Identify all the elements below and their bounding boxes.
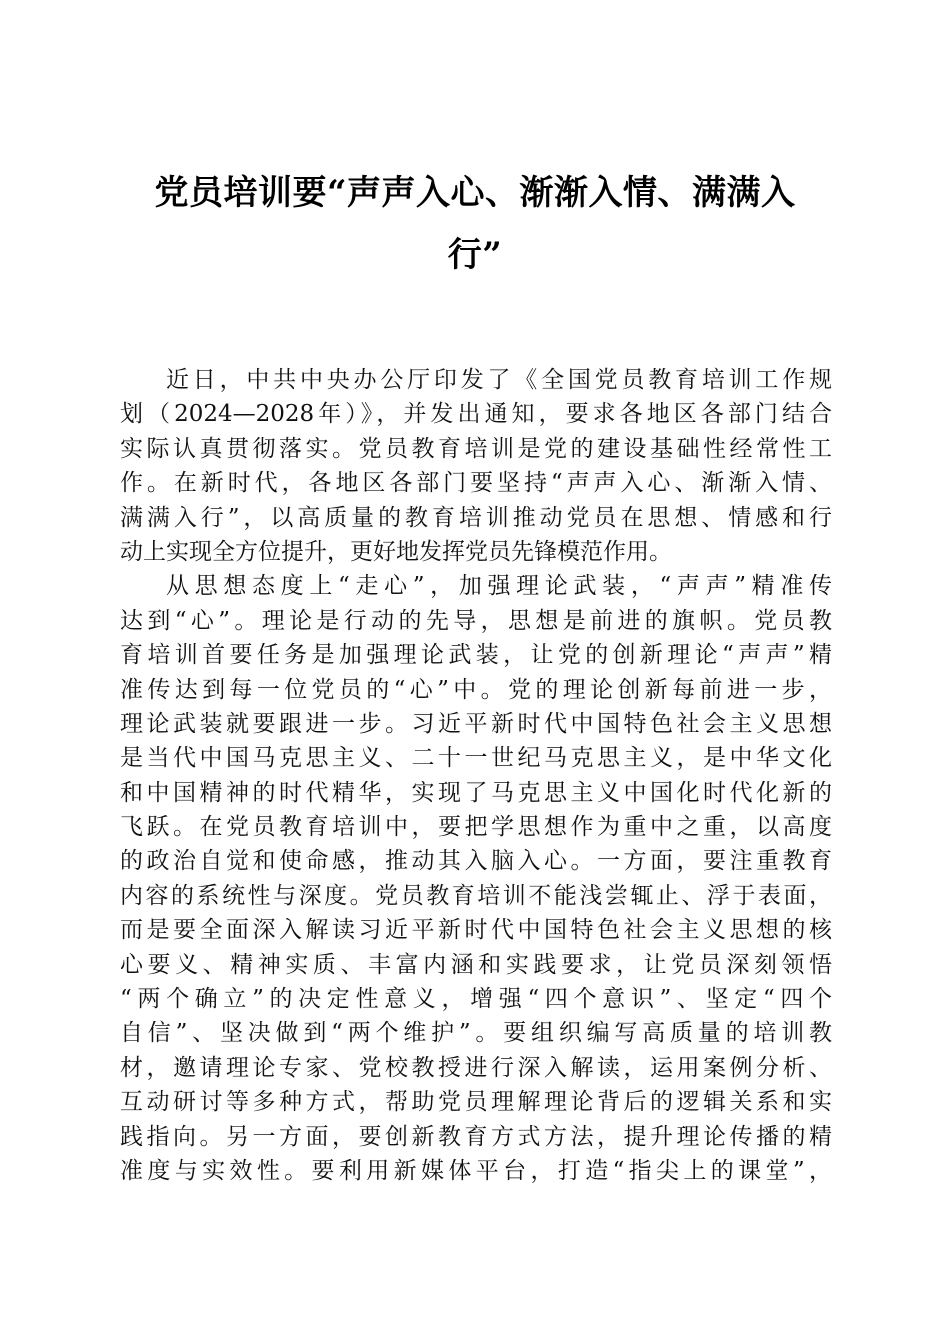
- paragraph-line: 划（2024—2028年）》，并发出通知，要求各地区各部门结合: [120, 401, 832, 428]
- paragraph-line: 材，邀请理论专家、党校教授进行深入解读，运用案例分析、: [120, 1054, 832, 1081]
- paragraph-line: 自信”、坚决做到“两个维护”。要组织编写高质量的培训教: [120, 1020, 832, 1047]
- paragraph-line: 准度与实效性。要利用新媒体平台，打造“指尖上的课堂”，: [120, 1157, 832, 1184]
- paragraph-line: 满满入行”，以高质量的教育培训推动党员在思想、情感和行: [120, 504, 832, 531]
- paragraph-line: 践指向。另一方面，要创新教育方式方法，提升理论传播的精: [120, 1123, 832, 1150]
- paragraph-line: 飞跃。在党员教育培训中，要把学思想作为重中之重，以高度: [120, 814, 832, 841]
- paragraph-line: 作。在新时代，各地区各部门要坚持“声声入心、渐渐入情、: [120, 470, 832, 497]
- paragraph-line: 和中国精神的时代精华，实现了马克思主义中国化时代化新的: [120, 779, 832, 806]
- paragraph-line: 准传达到每一位党员的“心”中。党的理论创新每前进一步，: [120, 676, 832, 703]
- paragraph-line: 是当代中国马克思主义、二十一世纪马克思主义，是中华文化: [120, 745, 832, 772]
- paragraph-line: 近日，中共中央办公厅印发了《全国党员教育培训工作规: [166, 367, 832, 393]
- paragraph-line: 内容的系统性与深度。党员教育培训不能浅尝辄止、浮于表面，: [120, 882, 832, 909]
- paragraph-line: 心要义、精神实质、丰富内涵和实践要求，让党员深刻领悟: [120, 951, 832, 978]
- paragraph-line: 而是要全面深入解读习近平新时代中国特色社会主义思想的核: [120, 917, 832, 944]
- paragraph-line: 互动研讨等多种方式，帮助党员理解理论背后的逻辑关系和实: [120, 1089, 832, 1116]
- paragraph-line: 育培训首要任务是加强理论武装，让党的创新理论“声声”精: [120, 642, 832, 669]
- paragraph-2: [120, 569, 832, 1188]
- title-line-2: 行”: [447, 235, 503, 275]
- paragraph-line: 动上实现全方位提升，更好地发挥党员先锋模范作用。: [120, 538, 672, 565]
- paragraph-line: “两个确立”的决定性意义，增强“四个意识”、坚定“四个: [120, 986, 832, 1013]
- paragraph-line: 达到“心”。理论是行动的先导，思想是前进的旗帜。党员教: [120, 607, 832, 634]
- paragraph-1: [120, 363, 832, 569]
- paragraph-line: 实际认真贯彻落实。党员教育培训是党的建设基础性经常性工: [120, 435, 832, 462]
- document-body: [120, 363, 832, 1188]
- paragraph-line: 的政治自觉和使命感，推动其入脑入心。一方面，要注重教育: [120, 848, 832, 875]
- document-title: [120, 162, 830, 286]
- paragraph-line: 理论武装就要跟进一步。习近平新时代中国特色社会主义思想: [120, 710, 832, 737]
- paragraph-line: 从思想态度上“走心”，加强理论武装，“声声”精准传: [166, 573, 832, 600]
- title-line-1: 党员培训要“声声入心、渐渐入情、满满入: [154, 173, 796, 213]
